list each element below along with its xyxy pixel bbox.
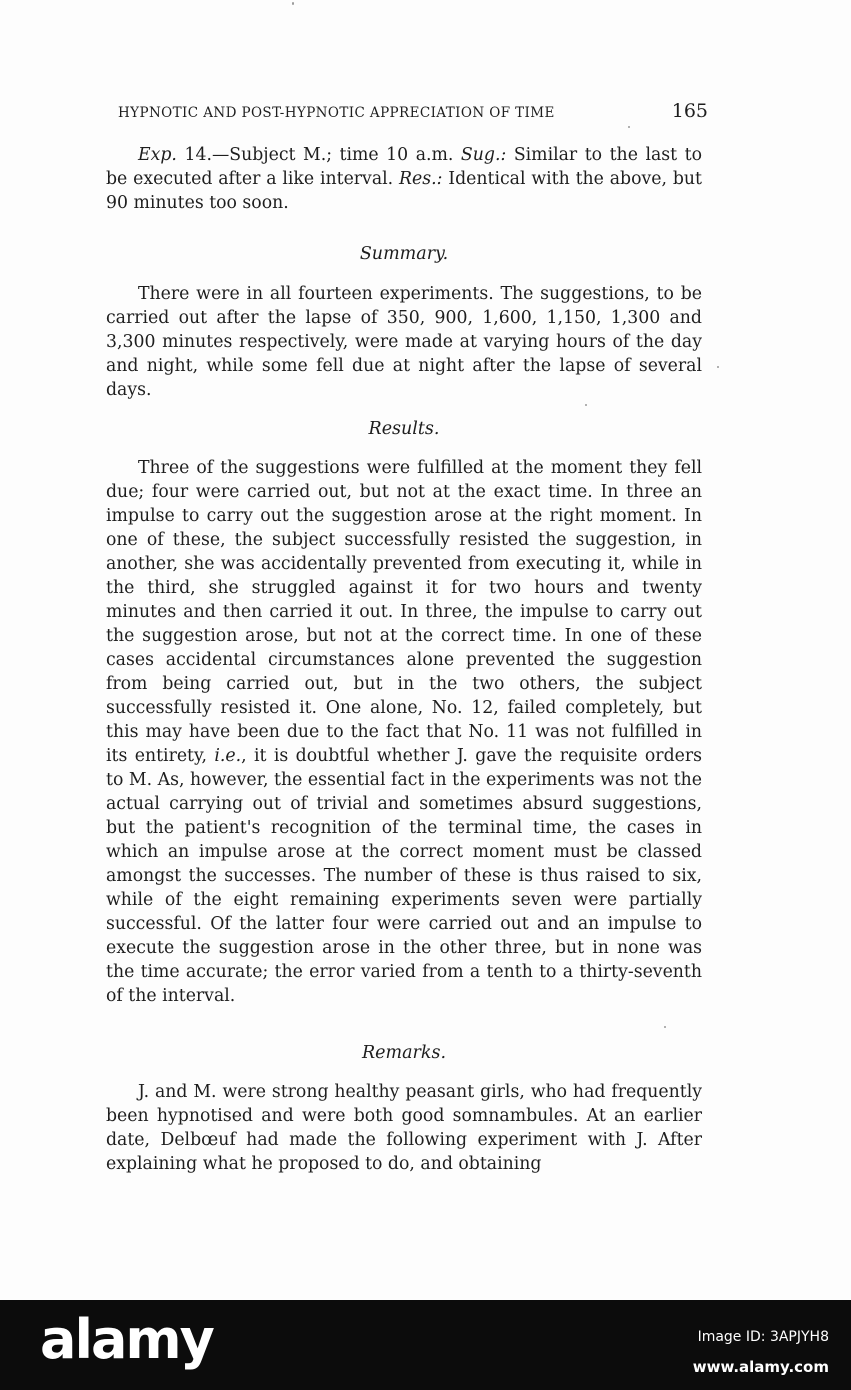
results-text-b: , it is doubtful whether J. gave the requisite orders to M. As, however, the essential fact in the experiments was not the actual carrying out of trivial and sometimes absurd suggestions, but the patient's recognition of the terminal time, the cases in which an impulse arose at the correct moment must be classed amongst the successes. The number of these is thus raised to six, while of the eight remaining experiments seven were partially successful. Of the latter four were carried out and an impulse to execute the suggestion arose in the other three, but in none was the time accurate; the error varied from a tenth to a thirty-seventh of the interval. [106,746,702,1006]
exp14-paragraph [106,143,702,215]
remarks-paragraph [106,1080,702,1176]
speck [292,2,294,5]
ie-abbrev: i.e. [214,746,242,766]
sug-text: Similar to the last to be executed after a like interval. [106,145,702,189]
running-title: HYPNOTIC AND POST-HYPNOTIC APPRECIATION OF TIME [118,105,555,121]
res-text: Identical with the above, but 90 minutes too soon. [106,169,702,213]
results-paragraph [106,456,702,1008]
exp-text: 14.—Subject M.; time 10 a.m. [176,145,461,165]
speck [628,126,630,128]
image-id-block [693,1322,829,1382]
summary-text: There were in all fourteen experiments. The suggestions, to be carried out after the lapse of 350, 900, 1,600, 1,150, 1,300 and 3,300 minutes respectively, were made at varying hours of the day and night, while some fell due at night after the lapse of several days. [106,284,702,400]
speck [585,404,587,406]
site-url: www.alamy.com [692,1358,829,1376]
watermark-bar [0,1300,851,1390]
summary-paragraph [106,282,702,402]
remarks-heading: Remarks. [361,1043,447,1063]
sug-label: Sug.: [460,145,507,165]
results-text-a: Three of the suggestions were fulfilled at the moment they fell due; four were carried out, but not at the exact time. In three an impulse to carry out the suggestion arose at the right moment. In one of these, the subject successfully resisted the suggestion, in another, she was accidentally prevented from executing it, while in the third, she struggled against it for two hours and twenty minutes and then carried it out. In three, the impulse to carry out the suggestion arose, but not at the correct time. In one of these cases accidental circumstances alone prevented the suggestion from being carried out, but in the two others, the subject successfully resisted it. One alone, No. 12, failed completely, but this may have been due to the fact that No. 11 was not fulfilled in its entirety, [106,458,702,766]
summary-heading: Summary. [359,244,449,264]
running-head [118,100,708,122]
speck [717,366,719,368]
remarks-text: J. and M. were strong healthy peasant girls, who had frequently been hypnotised and were both good somnambules. At an earlier date, Delbœuf had made the following experiment with J. After explaining what he proposed to do, and obtaining [106,1082,702,1174]
speck [664,1026,666,1028]
image-id: Image ID: 3APJYH8 [697,1329,829,1345]
alamy-logo: alamy [40,1308,213,1371]
results-heading: Results. [368,419,440,439]
page-number: 165 [671,100,708,122]
res-label: Res.: [399,169,443,189]
exp-label: Exp. [138,145,177,165]
